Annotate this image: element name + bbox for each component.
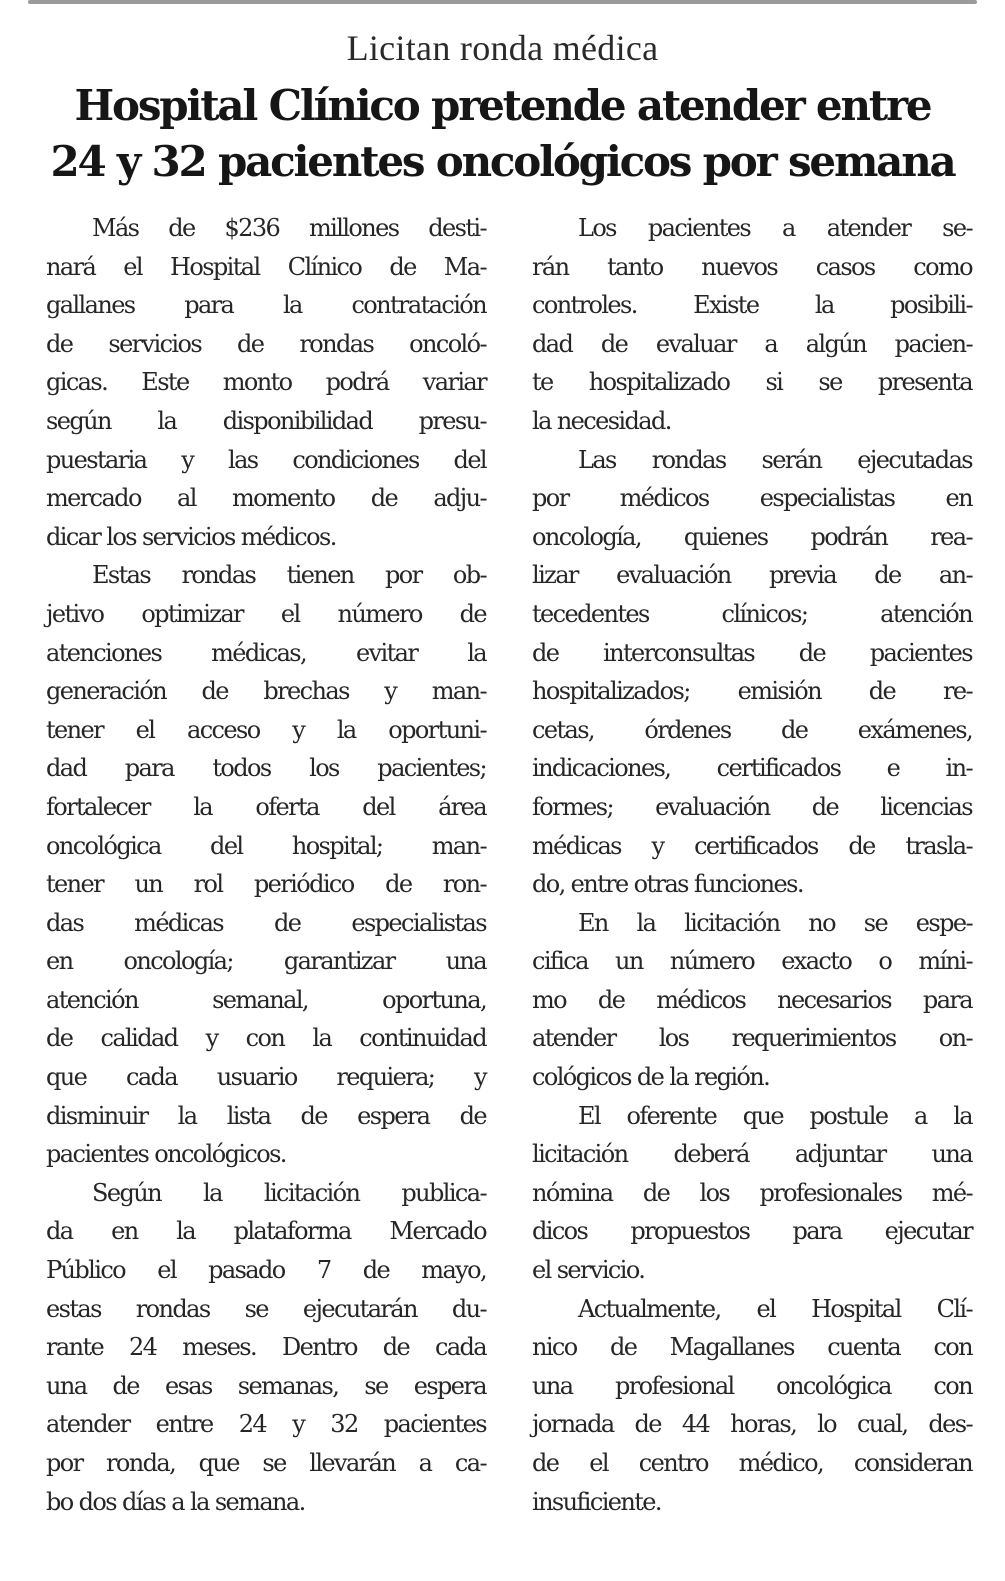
article-line: cetas, órdenes de exámenes, (532, 715, 972, 744)
article-line: cológicos de la región. (532, 1063, 770, 1092)
article-line: en oncología; garantizar una (46, 947, 486, 976)
article-line: Actualmente, el Hospital Clí- (578, 1294, 972, 1323)
article-line: Estas rondas tienen por ob- (92, 561, 486, 590)
article-line: oncología, quienes podrán rea- (532, 522, 972, 551)
headline-line-2: 24 y 32 pacientes oncológicos por semana (50, 137, 955, 186)
article-line: mercado al momento de adju- (46, 484, 486, 513)
article-line: disminuir la lista de espera de (46, 1101, 486, 1130)
article-line: de servicios de rondas oncoló- (46, 329, 486, 358)
article-line: licitación deberá adjuntar una (532, 1140, 972, 1169)
article-line: dicos propuestos para ejecutar (532, 1217, 972, 1246)
article-line: tener un rol periódico de ron- (46, 870, 486, 899)
article-line: rán tanto nuevos casos como (532, 252, 972, 281)
article-line: gicas. Este monto podrá variar (46, 368, 486, 397)
article-line: jetivo optimizar el número de (46, 599, 486, 628)
article-line: el servicio. (532, 1256, 645, 1285)
article-line: Los pacientes a atender se- (578, 214, 972, 242)
article-line: jornada de 44 horas, lo cual, des- (532, 1410, 972, 1439)
article-line: mo de médicos necesarios para (532, 985, 972, 1014)
article-line: Público el pasado 7 de mayo, (46, 1256, 486, 1285)
article-line: indicaciones, certificados e in- (532, 754, 972, 783)
article-line: Las rondas serán ejecutadas (578, 445, 972, 474)
article-line: puestaria y las condiciones del (46, 445, 486, 474)
article-line: insuficiente. (532, 1487, 661, 1516)
article-line: rante 24 meses. Dentro de cada (46, 1333, 486, 1362)
article-line: hospitalizados; emisión de re- (532, 677, 972, 706)
article-line: Más de $236 millones desti- (92, 214, 486, 242)
article-line: dad para todos los pacientes; (46, 754, 486, 783)
article-line: dad de evaluar a algún pacien- (532, 329, 972, 358)
article-line: El oferente que postule a la (578, 1101, 972, 1130)
article-line: generación de brechas y man- (46, 677, 486, 706)
article-line: una de esas semanas, se espera (46, 1371, 486, 1400)
article-line: oncológica del hospital; man- (46, 831, 486, 860)
top-rule (28, 0, 977, 4)
article-line: nómina de los profesionales mé- (532, 1178, 972, 1207)
article-line: das médicas de especialistas (46, 908, 486, 937)
article-line: controles. Existe la posibili- (532, 291, 972, 320)
article-line: te hospitalizado si se presenta (532, 368, 972, 397)
article-line: gallanes para la contratación (46, 291, 486, 320)
article-line: por médicos especialistas en (532, 484, 972, 513)
article-line: por ronda, que se llevarán a ca- (46, 1449, 486, 1477)
article-line: que cada usuario requiera; y (46, 1063, 486, 1092)
kicker: Licitan ronda médica (346, 28, 659, 68)
right-column (532, 209, 972, 1521)
article-line: atenciones médicas, evitar la (46, 638, 486, 667)
article-line: formes; evaluación de licencias (532, 792, 972, 821)
article-line: fortalecer la oferta del área (46, 792, 486, 821)
article-line: nará el Hospital Clínico de Ma- (46, 252, 486, 281)
left-column (46, 209, 486, 1521)
article-line: tener el acceso y la oportuni- (46, 715, 486, 744)
article-line: de interconsultas de pacientes (532, 638, 972, 667)
article-line: atención semanal, oportuna, (46, 985, 486, 1014)
article-line: según la disponibilidad presu- (46, 406, 486, 435)
article-line: bo dos días a la semana. (46, 1487, 305, 1516)
article-line: atender los requerimientos on- (532, 1024, 972, 1053)
article-line: Según la licitación publica- (92, 1178, 486, 1207)
article-line: tecedentes clínicos; atención (532, 599, 972, 628)
article-line: do, entre otras funciones. (532, 870, 803, 899)
article-line: de el centro médico, consideran (532, 1449, 972, 1477)
headline (20, 78, 985, 190)
article-line: de calidad y con la continuidad (46, 1024, 486, 1053)
article-line: atender entre 24 y 32 pacientes (46, 1410, 486, 1439)
article-line: dicar los servicios médicos. (46, 522, 336, 551)
article-line: la necesidad. (532, 406, 671, 435)
article-line: nico de Magallanes cuenta con (532, 1333, 972, 1362)
article-line: cifica un número exacto o míni- (532, 947, 972, 976)
article-line: estas rondas se ejecutarán du- (46, 1294, 486, 1323)
article-line: En la licitación no se espe- (578, 908, 972, 937)
article-line: médicas y certificados de trasla- (532, 831, 972, 860)
article-line: una profesional oncológica con (532, 1371, 972, 1400)
article-line: pacientes oncológicos. (46, 1140, 286, 1169)
article-line: da en la plataforma Mercado (46, 1217, 486, 1246)
headline-line-1: Hospital Clínico pretende atender entre (74, 81, 931, 130)
article-line: lizar evaluación previa de an- (532, 561, 972, 590)
